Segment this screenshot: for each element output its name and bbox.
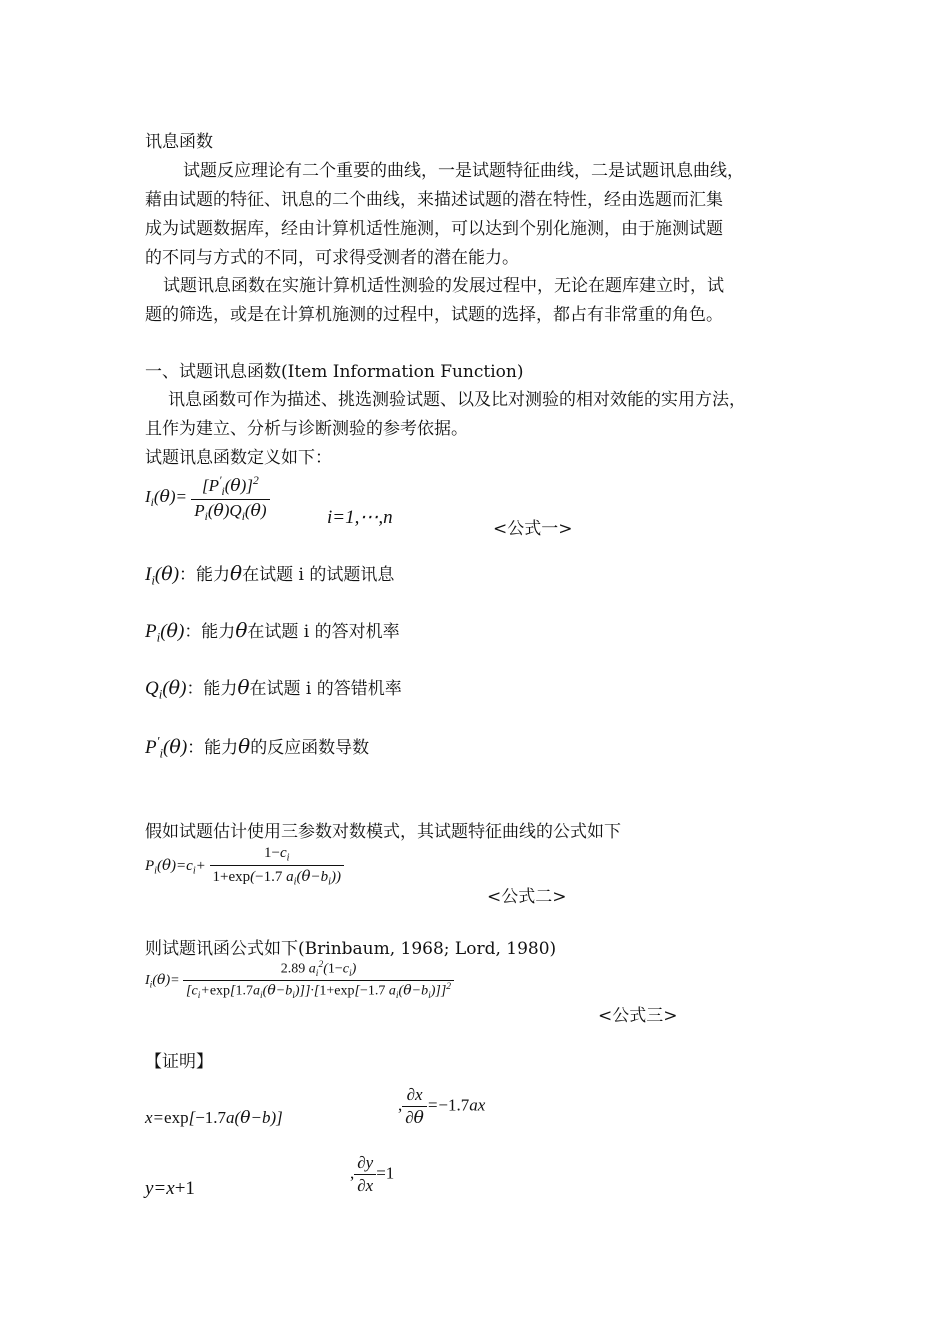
proof-derivative-y: , $\frac{\partial y}{\partial x}$ =1: [350, 1153, 395, 1195]
formula-2: $P_i(\theta)=c_i+$ $\frac{1-c_i}{1+\exp(-1.7 a_i(\theta-b_i))}$: [145, 845, 344, 887]
formula-1-tag: <公式一>: [493, 519, 573, 539]
def-3-prefix: ：能力: [186, 679, 238, 699]
formula-2-intro: 假如试题估计使用三参数对数模式，其试题特征曲线的公式如下: [145, 822, 621, 842]
formula-3: $I_i(\theta)=$ $\frac{2.89 a_i^2(1-c_i)}{[c_i+\exp[1.7a_i(\theta-b_i)]]\cdot[1+\exp[-1.7 a_i(\theta-b_i)]]^2}$: [145, 960, 454, 1001]
def-2-prefix: ：能力: [184, 622, 236, 642]
proof-derivative-x: , $\frac{\partial x}{\partial\theta}$ =−1.7ax: [398, 1085, 486, 1128]
theta-symbol: θ: [230, 561, 243, 585]
definition-intro: 试题讯息函数定义如下：: [145, 448, 332, 468]
proof-label: 【证明】: [145, 1052, 213, 1072]
intro-line-6: 题的筛选，或是在计算机施测的过程中，试题的选择，都占有非常重的角色。: [145, 305, 723, 325]
def-derivative: $P'_i(\theta)$：能力θ的反应函数导数: [145, 733, 370, 761]
formula-3-tag: <公式三>: [598, 1006, 678, 1026]
intro-line-4: 的不同与方式的不同，可求得受测者的潜在能力。: [145, 248, 519, 268]
def-3-suffix: 在试题 i 的答错机率: [249, 679, 402, 699]
section-heading: 一、试题讯息函数(Item Information Function): [145, 362, 524, 382]
formula-2-tag: <公式二>: [487, 887, 567, 907]
theta-symbol: θ: [237, 675, 250, 699]
def-1-prefix: ：能力: [179, 565, 231, 585]
def-probability-wrong: $Q_i(\theta)$：能力θ在试题 i 的答错机率: [145, 675, 402, 702]
def-2-suffix: 在试题 i 的答对机率: [247, 622, 400, 642]
formula-1: $I_i(\theta)=$ $\frac{[P'_i(\theta)]^2}{P_i(\theta)Q_i(\theta)}$: [145, 474, 270, 523]
formula-3-intro: 则试题讯函公式如下(Brinbaum, 1968; Lord, 1980): [145, 939, 557, 959]
intro-line-5: 试题讯息函数在实施计算机适性测验的发展过程中，无论在题库建立时，试: [163, 276, 724, 296]
def-4-suffix: 的反应函数导数: [250, 738, 370, 758]
def-4-prefix: ：能力: [187, 738, 239, 758]
def-probability-correct: $P_i(\theta)$：能力θ在试题 i 的答对机率: [145, 618, 400, 645]
def-information: $I_i(\theta)$：能力θ在试题 i 的试题讯息: [145, 561, 395, 588]
theta-symbol: θ: [238, 734, 251, 758]
section-line-2: 且作为建立、分析与诊断测验的参考依据。: [145, 419, 468, 439]
theta-symbol: θ: [235, 618, 248, 642]
intro-line-1: 试题反应理论有二个重要的曲线，一是试题特征曲线，二是试题讯息曲线，: [183, 161, 744, 181]
formula-1-index: i=1,⋯,n: [327, 507, 393, 528]
proof-eq-x: x=exp[−1.7a(θ−b)]: [145, 1108, 283, 1128]
document-title: 讯息函数: [145, 132, 213, 152]
proof-eq-y: y=x+1: [145, 1178, 195, 1199]
intro-line-3: 成为试题数据库，经由计算机适性施测，可以达到个别化施测，由于施测试题: [145, 219, 723, 239]
def-1-suffix: 在试题 i 的试题讯息: [242, 565, 395, 585]
section-line-1: 讯息函数可作为描述、挑选测验试题、以及比对测验的相对效能的实用方法，: [168, 390, 746, 410]
intro-line-2: 藉由试题的特征、讯息的二个曲线，来描述试题的潜在特性，经由选题而汇集: [145, 190, 723, 210]
